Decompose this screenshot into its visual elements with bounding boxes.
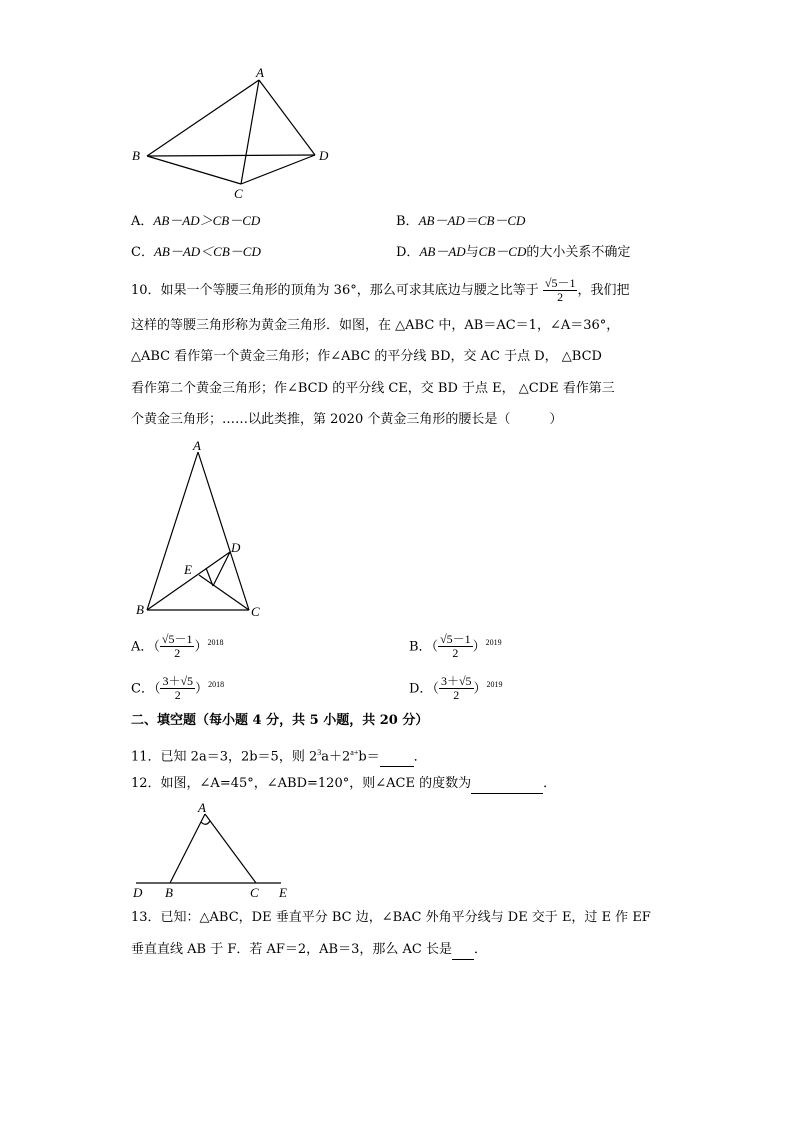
segment-bd [147,155,315,156]
option-expr: CB－CD [478,244,527,259]
q11-exponent: 3 [317,748,322,757]
label-e: E [279,885,287,900]
label-b: B [165,885,173,900]
option-letter: B． [396,214,419,229]
label-c: C [251,604,260,619]
q10-option-a [131,625,224,661]
segment-inner [206,568,213,586]
option-exponent: 2018 [207,638,224,647]
option-expr: AB－AD＜CB－CD [153,244,261,259]
angle-mark-a [201,821,210,824]
label-b: B [136,602,144,617]
option-expr: AB－AD＝CB－CD [418,213,526,228]
segment-bc [147,156,241,184]
segment-cd [241,155,315,184]
q10-text: ，我们把 [577,283,630,298]
segment-ce [199,575,249,610]
q11-text: 11．已知 2a＝3，2b＝5，则 2 [131,749,318,765]
section-heading: 二、填空题（每小题 4 分，共 5 小题，共 20 分） [131,713,429,728]
label-a: A [198,800,206,815]
label-a: A [256,65,264,80]
q9-option-d [396,243,630,262]
label-d: D [231,540,241,555]
option-text: ） [194,639,208,655]
q10-option-b [409,625,502,661]
q10-figure [130,438,270,620]
q13-text: ． [473,942,487,957]
label-d: D [319,148,329,163]
q12-figure [128,800,298,900]
q10-line5: 个黄金三角形；……以此类推，第 2020 个黄金三角形的腰长是（ ） [131,412,563,427]
fraction-numerator: √5－1 [544,276,576,290]
answer-blank[interactable] [452,941,474,960]
option-text: 的大小关系不确定 [526,245,631,260]
option-text: 与 [465,245,479,260]
fraction-numerator: √5－1 [440,632,471,647]
fraction-denominator: 2 [174,688,181,703]
q11-text: ． [413,749,427,765]
segment-ab [170,814,205,883]
option-letter: C．（ [131,681,161,697]
label-d: D [133,885,143,900]
answer-blank[interactable] [380,748,414,767]
q11-text: b＝ [358,749,380,765]
q10-line1 [131,276,629,306]
option-letter: B．（ [409,639,439,655]
option-exponent: 2018 [208,680,225,689]
option-exponent: 2019 [486,680,503,689]
q11-text: a＋2 [321,749,351,765]
q9-option-c [131,243,261,262]
q10-line4: 看作第二个黄金三角形；作∠BCD 的平分线 CE，交 BD 于点 E， △CDE 看作第三 [131,381,615,396]
q10-line2: 这样的等腰三角形称为黄金三角形．如图，在 △ABC 中，AB＝AC＝1，∠A＝36°， [131,318,620,333]
segment-ab [147,80,259,156]
golden-ratio-fraction [543,277,578,304]
q13-line1: 13．已知：△ABC，DE 垂直平分 BC 边，∠BAC 外角平分线与 DE 交于 E，过 E 作 EF [131,910,651,925]
q9-option-b [396,212,525,231]
q10-option-d [409,667,503,703]
q10-option-c [131,667,224,703]
q13-line2 [131,941,487,960]
option-letter: A． [131,214,154,229]
answer-blank[interactable] [471,775,543,794]
segment-de [213,552,230,586]
q13-text: 垂直直线 AB 于 F．若 AF＝2，AB＝3，那么 AC 长是 [131,942,452,957]
label-b: B [132,148,140,163]
segment-ac [198,452,249,610]
option-text: ） [195,681,209,697]
option-exponent: 2019 [485,638,502,647]
option-letter: C． [131,245,154,260]
option-letter: D．（ [409,681,439,697]
label-c: C [234,186,243,201]
q9-figure [125,60,345,205]
fraction-denominator: 2 [453,688,460,703]
q11 [131,744,427,767]
option-fraction [160,633,195,660]
q10-line3: △ABC 看作第一个黄金三角形；作∠ABC 的平分线 BD，交 AC 于点 D， △BCD [131,349,602,364]
q9-option-a [131,212,260,231]
option-letter: A．（ [131,639,160,655]
option-expr: AB－AD＞CB－CD [153,213,261,228]
label-a: A [193,438,201,453]
fraction-numerator: 3＋√5 [440,674,472,689]
option-fraction [439,675,474,702]
segment-ad [259,80,315,155]
segment-ac [205,814,256,883]
q12-text: 12．如图，∠A=45°，∠ABD=120°，则∠ACE 的度数为 [131,776,472,791]
segment-bd [147,552,230,610]
label-c: C [250,885,259,900]
option-fraction [160,675,195,702]
fraction-denominator: 2 [557,290,564,304]
fraction-denominator: 2 [174,646,181,661]
fraction-numerator: √5－1 [161,632,193,647]
segment-ab [147,452,198,610]
option-letter: D． [396,245,420,260]
q11-exponent: a+ [350,748,359,757]
fraction-numerator: 3＋√5 [162,674,194,689]
option-expr: AB－AD [419,244,466,259]
q12 [131,775,556,794]
option-text: ） [473,681,487,697]
fraction-denominator: 2 [452,646,459,661]
option-fraction [438,633,473,660]
label-e: E [184,562,192,577]
q10-text: 10．如果一个等腰三角形的顶角为 36°，那么可求其底边与腰之比等于 [131,283,539,298]
segment-ac [241,80,259,184]
option-text: ） [472,639,486,655]
q12-text: ． [543,776,557,791]
